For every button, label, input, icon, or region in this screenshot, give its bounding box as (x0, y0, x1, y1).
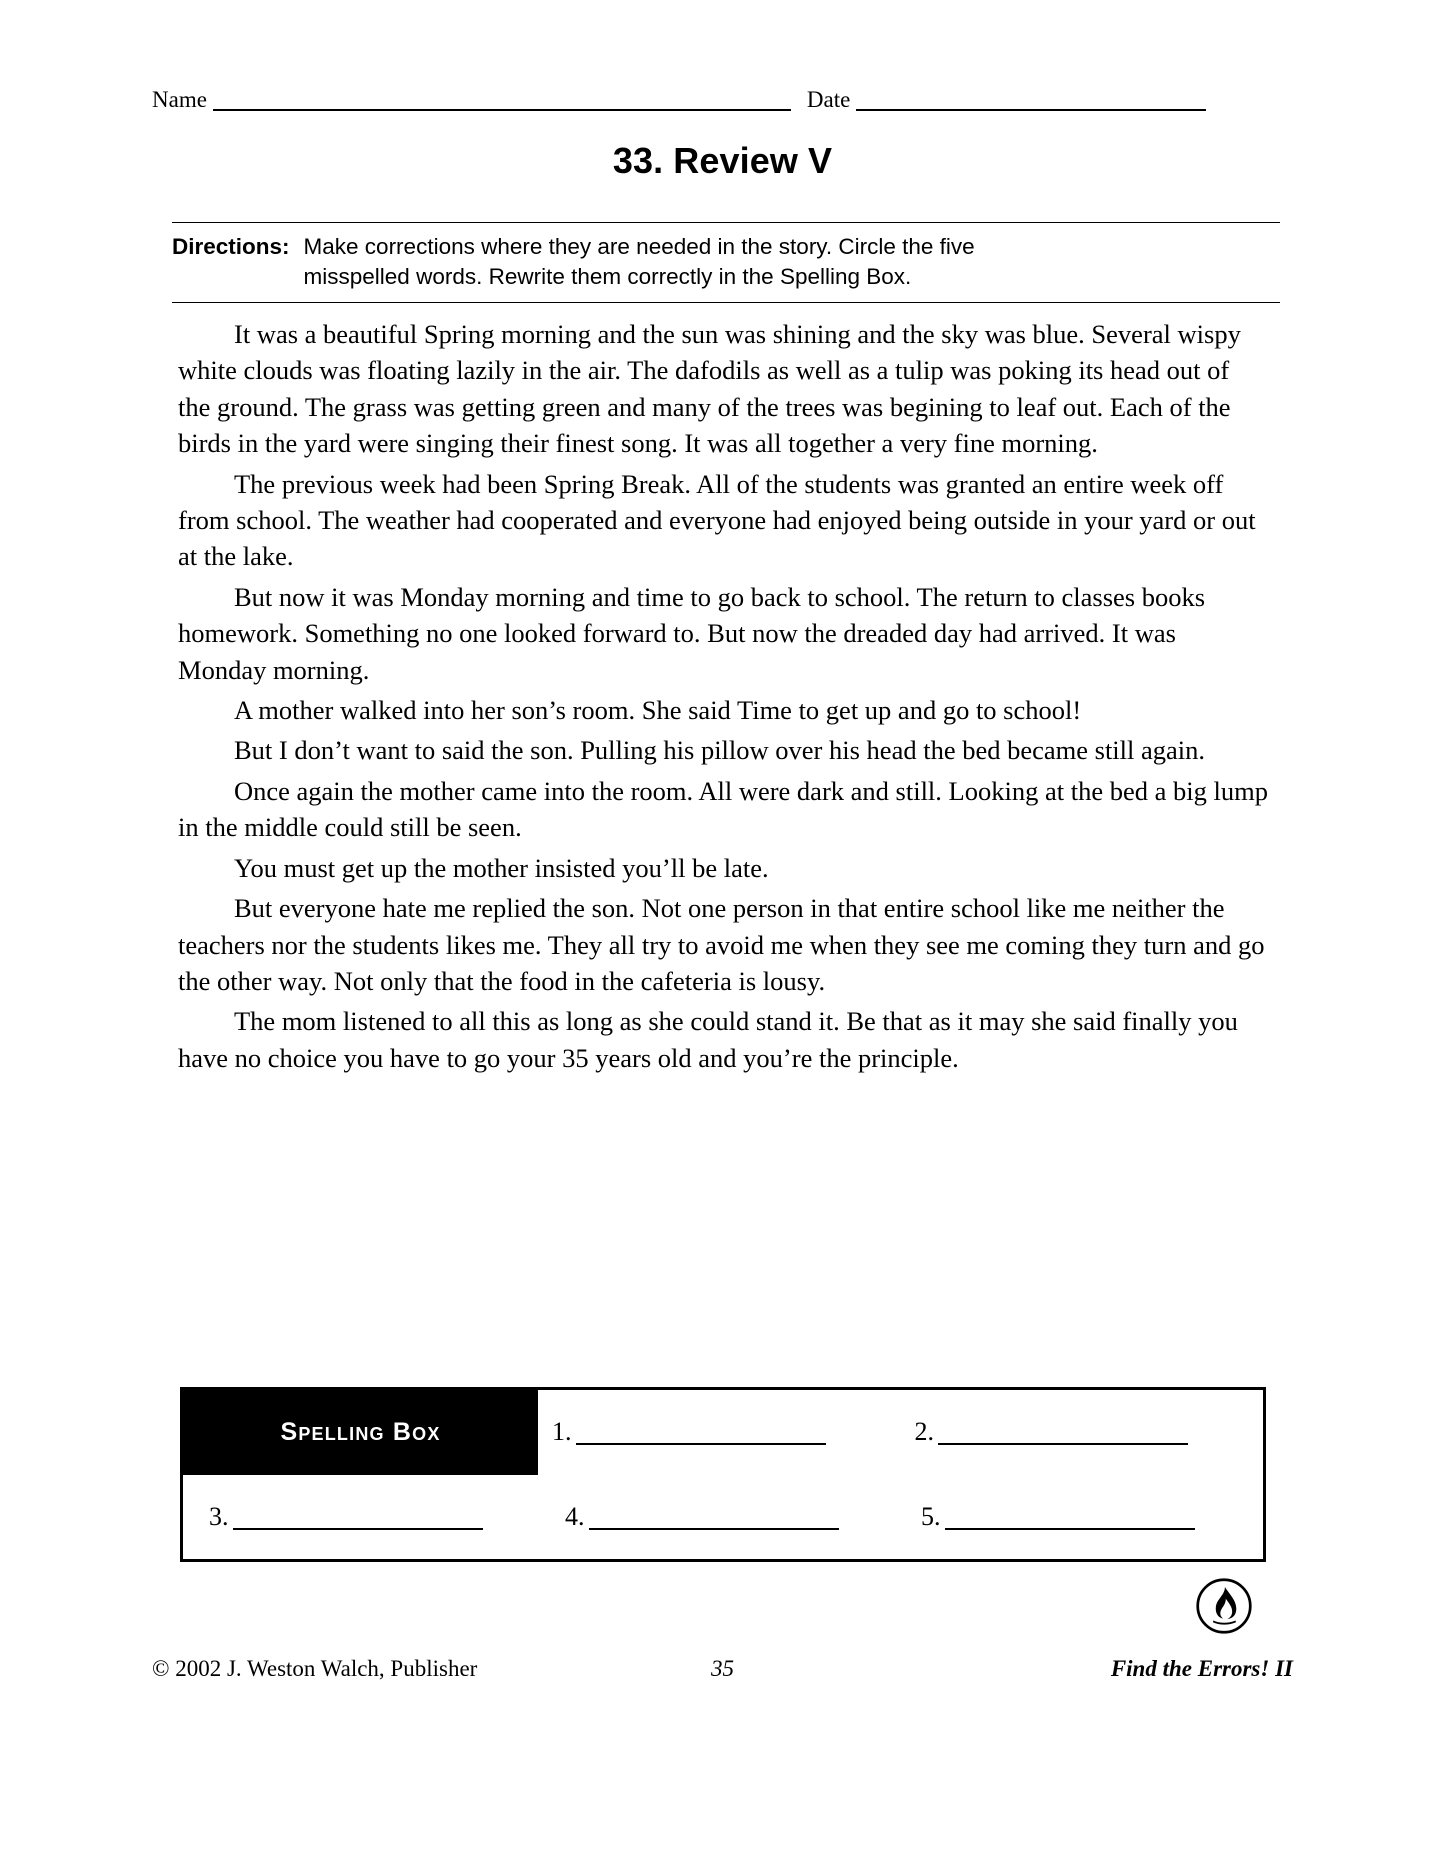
spelling-answer-line[interactable] (938, 1421, 1188, 1445)
spelling-answer-5[interactable] (907, 1501, 1263, 1531)
story-paragraph: The previous week had been Spring Break. All of the students was granted an entire week off from school. The weather had cooperated and everyone had enjoyed being outside in your yard or out at the lake. (178, 468, 1256, 572)
directions-block (172, 222, 1280, 303)
name-label: Name (152, 87, 207, 112)
story-paragraph: But now it was Monday morning and time to go back to school. The return to classes books homework. Something no one looked forward to. But now the dreaded day had arrived. It was Monday morning. (178, 581, 1206, 685)
spelling-answer-number: 4. (565, 1501, 585, 1531)
spelling-box-row-top (183, 1390, 1263, 1475)
story-body (178, 316, 1268, 1080)
spelling-answer-1[interactable] (538, 1419, 901, 1445)
directions-label: Directions: (172, 234, 290, 259)
spelling-answer-number: 5. (921, 1501, 941, 1531)
spelling-answer-line[interactable] (576, 1421, 826, 1445)
spelling-answer-number: 3. (209, 1501, 229, 1531)
story-paragraph: A mother walked into her son’s room. She said Time to get up and go to school! (234, 695, 1082, 726)
footer-copyright: © 2002 J. Weston Walch, Publisher (152, 1656, 478, 1681)
name-date-header (152, 88, 1292, 111)
spelling-answer-4[interactable] (551, 1501, 907, 1531)
spelling-answer-3[interactable] (195, 1501, 551, 1531)
flame-logo-icon (1195, 1577, 1253, 1635)
directions-text (304, 232, 1280, 292)
spelling-box-title: Spelling Box (183, 1390, 538, 1475)
story-paragraph: It was a beautiful Spring morning and the sun was shining and the sky was blue. Several wispy white clouds was floating lazily in the air. The dafodils as well as a tulip was poking its head out of the ground. The grass was getting green and many of the trees was begining to leaf out. Each of the birds in the yard were singing their finest song. It was all together a very fine morning. (178, 319, 1241, 459)
spelling-answer-line[interactable] (945, 1506, 1195, 1530)
spelling-answer-line[interactable] (233, 1506, 483, 1530)
name-input-line[interactable] (213, 89, 791, 111)
spelling-answer-number: 2. (914, 1417, 934, 1447)
page-title: 33. Review V (612, 140, 833, 181)
story-paragraph: But I don’t want to said the son. Pulling his pillow over his head the bed became still again. (234, 735, 1206, 766)
date-label: Date (806, 87, 851, 112)
footer-page-number: 35 (711, 1656, 734, 1681)
spelling-answer-line[interactable] (589, 1506, 839, 1530)
footer-book-title: Find the Errors! II (1110, 1656, 1293, 1681)
spelling-answer-2[interactable] (901, 1419, 1264, 1445)
spelling-box-cells-bottom (183, 1475, 1263, 1560)
directions-line-1: Make corrections where they are needed in the story. Circle the five (303, 234, 975, 259)
story-paragraph: The mom listened to all this as long as she could stand it. Be that as it may she said finally you have no choice you have to go your 35 years old and you’re the principle. (178, 1006, 1238, 1073)
story-paragraph: Once again the mother came into the room. All were dark and still. Looking at the bed a big lump in the middle could still be seen. (178, 775, 1268, 843)
spelling-box (180, 1387, 1266, 1562)
story-paragraph: You must get up the mother insisted you’ll be late. (234, 852, 769, 883)
directions-line-2: misspelled words. Rewrite them correctly in the Spelling Box. (303, 264, 912, 289)
date-input-line[interactable] (856, 89, 1206, 111)
story-paragraph: But everyone hate me replied the son. Not one person in that entire school like me neither the teachers nor the students likes me. They all try to avoid me when they see me coming they turn and go the other way. Not only that the food in the cafeteria is lousy. (178, 893, 1265, 996)
spelling-answer-number: 1. (552, 1417, 572, 1447)
spelling-box-cells-top (538, 1390, 1263, 1475)
spelling-box-row-bottom (183, 1475, 1263, 1560)
